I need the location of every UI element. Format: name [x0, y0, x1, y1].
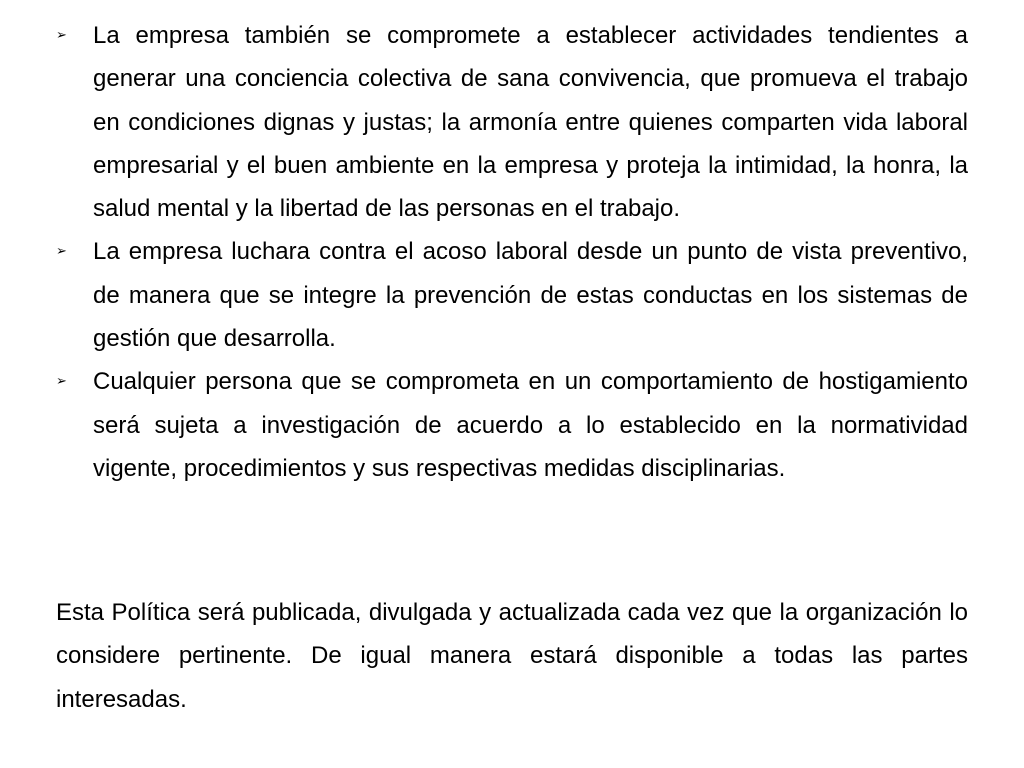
closing-paragraph: Esta Política será publicada, divulgada y actualizada cada vez que la organización lo considere pertinente. De igual manera estará disponible a todas las partes interesadas.	[56, 599, 968, 713]
policy-bullet-item	[56, 360, 968, 490]
arrow-bullet-icon: ➢	[56, 244, 67, 260]
policy-bullet-item	[56, 230, 968, 360]
policy-bullet-list	[56, 14, 968, 490]
bullet-text: La empresa también se compromete a establecer actividades tendientes a generar una conciencia colectiva de sana convivencia, que promueva el trabajo en condiciones dignas y justas; la armonía entre quienes comparten vida laboral empresarial y el buen ambiente en la empresa y proteja la intimidad, la honra, la salud mental y la libertad de las personas en el trabajo.	[93, 22, 968, 223]
arrow-bullet-icon: ➢	[56, 28, 67, 43]
policy-bullet-item	[56, 14, 968, 230]
arrow-bullet-icon: ➢	[56, 374, 67, 390]
bullet-text: Cualquier persona que se comprometa en un comportamiento de hostigamiento será sujeta a investigación de acuerdo a lo establecido en la normatividad vigente, procedimientos y sus respectivas medidas disciplinarias.	[93, 368, 968, 482]
bullet-text: La empresa luchara contra el acoso laboral desde un punto de vista preventivo, de manera que se integre la prevención de estas conductas en los sistemas de gestión que desarrolla.	[93, 238, 968, 353]
